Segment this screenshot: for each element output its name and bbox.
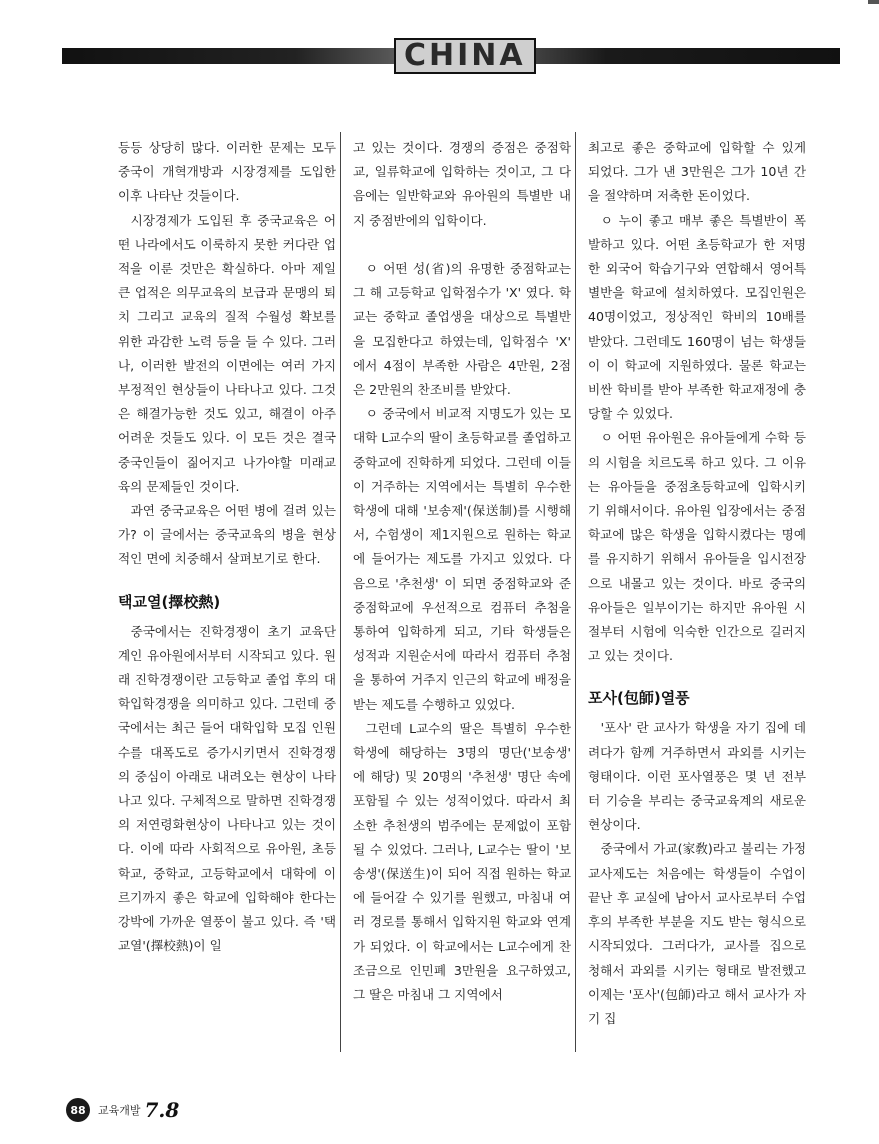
issue-number: 7.8 xyxy=(144,1098,180,1122)
paragraph: 중국에서 가교(家敎)라고 불리는 가정교사제도는 처음에는 학생들이 수업이 끝난 후 교실에 남아서 교사로부터 수업 후의 부족한 부분을 지도 받는 형식으로 시작되었다. 그러다가, 교사를 집으로 청해서 과외를 시키는 형태로 발전했고 이제는 '포사'(包師)라고 해서 교사가 자기 집 xyxy=(588,841,806,1026)
paragraph: 과연 중국교육은 어떤 병에 걸려 있는가? 이 글에서는 중국교육의 병을 현상적인 면에 치중해서 살펴보기로 한다. xyxy=(118,503,336,567)
corner-mark xyxy=(868,0,879,4)
paragraph: 최고로 좋은 중학교에 입학할 수 있게 되었다. 그가 낸 3만원은 그가 10년 간을 절약하며 저축한 돈이었다. xyxy=(588,140,806,204)
paragraph: 등등 상당히 많다. 이러한 문제는 모두 중국이 개혁개방과 시장경제를 도입한 이후 나타난 것들이다. xyxy=(118,140,336,204)
column-1 xyxy=(118,136,336,959)
header-banner xyxy=(62,38,840,73)
paragraph: ㅇ 중국에서 비교적 지명도가 있는 모대학 L교수의 딸이 초등학교를 졸업하고 중학교에 진학하게 되었다. 그런데 이들이 거주하는 지역에서는 특별히 우수한 학생에 대해 '보송제'(保送制)를 시행해서, 수험생이 제1지원으로 원하는 학교에 들어가는 제도를 가지고 있었다. 다음으로 '추천생' 이 되면 중점학교와 준중점학교에 우선적으로 컴퓨터 추첨을 통하여 입학하게 되고, 기타 학생들은 성적과 지원순서에 따라서 컴퓨터 추첨을 통하여 거주지 인근의 학교에 배정을 받는 제도를 수행하고 있었다. xyxy=(353,406,571,712)
magazine-name: 교육개발 xyxy=(98,1104,141,1117)
banner-title: CHINA xyxy=(394,38,536,74)
page-footer xyxy=(66,1096,179,1124)
page-number-badge: 88 xyxy=(66,1098,90,1122)
column-2 xyxy=(353,136,571,1007)
paragraph: 그런데 L교수의 딸은 특별히 우수한 학생에 해당하는 3명의 명단('보송생' 에 해당) 및 20명의 '추천생' 명단 속에 포함될 수 있는 성적이었다. 따라서 최소한 추천생의 범주에는 문제없이 포함될 수 있었다. 그러나, L교수는 딸이 '보송생'(保送生)이 되어 직접 원하는 학교에 들어갈 수 있기를 원했고, 마침내 여러 경로를 통해서 입학지원 학교와 연계가 되었다. 이 학교에서는 L교수에게 찬조금으로 인민폐 3만원을 요구하였고, 그 딸은 마침내 그 지역에서 xyxy=(353,720,571,1003)
paragraph: ㅇ 어떤 유아원은 유아들에게 수학 등의 시험을 치르도록 하고 있다. 그 이유는 유아들을 중점초등학교에 입학시키기 위해서이다. 유아원 입장에서는 중점학교에 많은 학생을 입학시켰다는 명예를 유지하기 위해서 유아들을 입시전장으로 내몰고 있는 것이다. 바로 중국의 유아들은 일부이기는 하지만 유아원 시절부터 시험에 익숙한 인간으로 길러지고 있는 것이다. xyxy=(588,430,806,664)
column-divider xyxy=(575,132,576,1052)
column-divider xyxy=(340,132,341,1052)
paragraph: ㅇ 어떤 성(省)의 유명한 중점학교는 그 해 고등학교 입학점수가 'X' 였다. 학교는 중학교 졸업생을 대상으로 특별반을 모집한다고 하였는데, 입학점수 'X' 에서 4점이 부족한 사람은 4만원, 2점은 2만원의 찬조비를 받았다. xyxy=(353,261,571,398)
paragraph: ㅇ 누이 좋고 매부 좋은 특별반이 폭발하고 있다. 어떤 초등학교가 한 저명한 외국어 학습기구와 연합해서 영어특별반을 학교에 설치하였다. 모집인원은 40명이었고, 정상적인 학비의 10배를 받았다. 그런데도 160명이 넘는 학생들이 이 학교에 지원하였다. 물론 학교는 비싼 학비를 받아 부족한 학교재정에 충당할 수 있었다. xyxy=(588,212,806,422)
paragraph: 시장경제가 도입된 후 중국교육은 어떤 나라에서도 이룩하지 못한 커다란 업적을 이룬 것만은 확실하다. 아마 제일 큰 업적은 의무교육의 보급과 문맹의 퇴치 그리고 교육의 질적 수월성 확보를 위한 과감한 노력 등을 들 수 있다. 그러나, 이러한 발전의 이면에는 여러 가지 부정적인 현상들이 나타나고 있다. 그것은 해결가능한 것도 있고, 해결이 아주 어려운 것들도 있다. 이 모든 것은 결국 중국인들이 짊어지고 나가야할 미래교육의 문제들인 것이다. xyxy=(118,212,336,494)
paragraph: 중국에서는 진학경쟁이 초기 교육단계인 유아원에서부터 시작되고 있다. 원래 진학경쟁이란 고등학교 졸업 후의 대학입학경쟁을 의미하고 있다. 그런데 중국에서는 최근 들어 대학입학 모집 인원수를 대폭도로 증가시키면서 진학경쟁의 중심이 아래로 내려오는 현상이 나타나고 있다. 구체적으로 말하면 진학경쟁의 저연령화현상이 나타나고 있는 것이다. 이에 따라 사회적으로 유아원, 초등학교, 중학교, 고등학교에서 대학에 이르기까지 좋은 학교에 입학해야 한다는 강박에 가까운 열풍이 불고 있다. 즉 '택교열'(擇校熱)이 일 xyxy=(118,623,336,954)
column-3 xyxy=(588,136,806,1031)
section-heading: 포사(包師)열풍 xyxy=(588,689,690,708)
section-heading: 택교열(擇校熱) xyxy=(118,592,221,611)
paragraph: '포사' 란 교사가 학생을 자기 집에 데려다가 함께 거주하면서 과외를 시키는 형태이다. 이런 포사열풍은 몇 년 전부터 기승을 부리는 중국교육계의 새로운 현상이다. xyxy=(588,720,806,833)
paragraph: 고 있는 것이다. 경쟁의 증점은 중점학교, 일류학교에 입학하는 것이고, 그 다음에는 일반학교와 유아원의 특별반 내지 중점반에의 입학이다. xyxy=(353,140,571,228)
